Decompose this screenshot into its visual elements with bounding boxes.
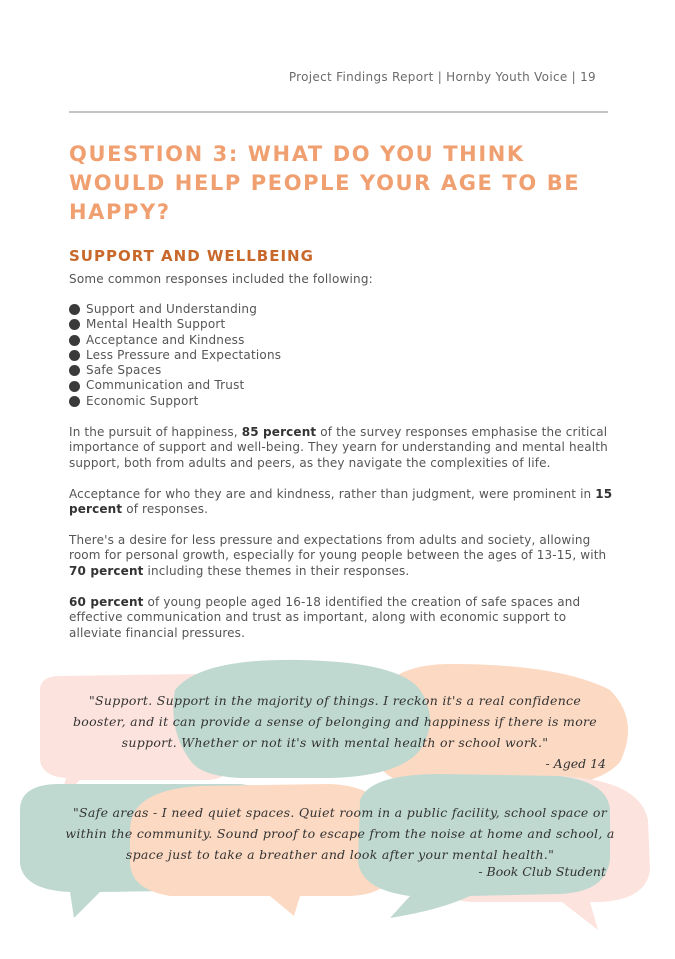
section-intro: Some common responses included the following:	[69, 272, 373, 286]
bullet-icon	[69, 365, 80, 376]
running-header: Project Findings Report | Hornby Youth Voice | 19	[288, 70, 596, 84]
paragraph-safe-spaces: 60 percent of young people aged 16-18 identified the creation of safe spaces and effective communication and trust as important, along with economic support to alleviate financial pressures.	[69, 595, 581, 640]
quote-support: "Support. Support in the majority of things. I reckon it's a real confidence booster, and it can provide a sense of belonging and happiness if there is more support. Whether or not it's with mental health or school work."	[72, 693, 597, 750]
header-divider	[69, 111, 608, 113]
bullet-icon	[69, 304, 80, 315]
bullet-icon	[69, 381, 80, 392]
list-item: Communication and Trust	[69, 378, 281, 393]
bullet-icon	[69, 350, 80, 361]
list-item: Safe Spaces	[69, 363, 281, 378]
list-item: Support and Understanding	[69, 302, 281, 317]
list-item: Less Pressure and Expectations	[69, 348, 281, 363]
bullet-icon	[69, 396, 80, 407]
section-title: SUPPORT AND WELLBEING	[69, 247, 314, 265]
quote-safe-areas: "Safe areas - I need quiet spaces. Quiet room in a public facility, school space or within the community. Sound proof to escape from the noise at home and school, a space just to take a breather and look after your mental health."	[65, 805, 615, 862]
quote-attribution: - Aged 14	[545, 756, 606, 771]
bullet-icon	[69, 335, 80, 346]
question-title: QUESTION 3: WHAT DO YOU THINK WOULD HELP PEOPLE YOUR AGE TO BE HAPPY?	[69, 142, 581, 224]
bullet-icon	[69, 319, 80, 330]
paragraph-pressure: There's a desire for less pressure and expectations from adults and society, allowing room for personal growth, especially for young people between the ages of 13-15, with 70 percent including these themes in their responses.	[69, 533, 607, 578]
paragraph-support: In the pursuit of happiness, 85 percent of the survey responses emphasise the critical importance of support and well-being. They yearn for understanding and mental health support, both from adults and peers, as they navigate the complexities of life.	[69, 425, 608, 470]
responses-list	[69, 302, 281, 409]
paragraph-acceptance: Acceptance for who they are and kindness, rather than judgment, were prominent in 15 percent of responses.	[69, 487, 613, 517]
list-item: Acceptance and Kindness	[69, 333, 281, 348]
list-item: Mental Health Support	[69, 317, 281, 332]
quote-attribution: - Book Club Student	[478, 864, 606, 879]
list-item: Economic Support	[69, 394, 281, 409]
